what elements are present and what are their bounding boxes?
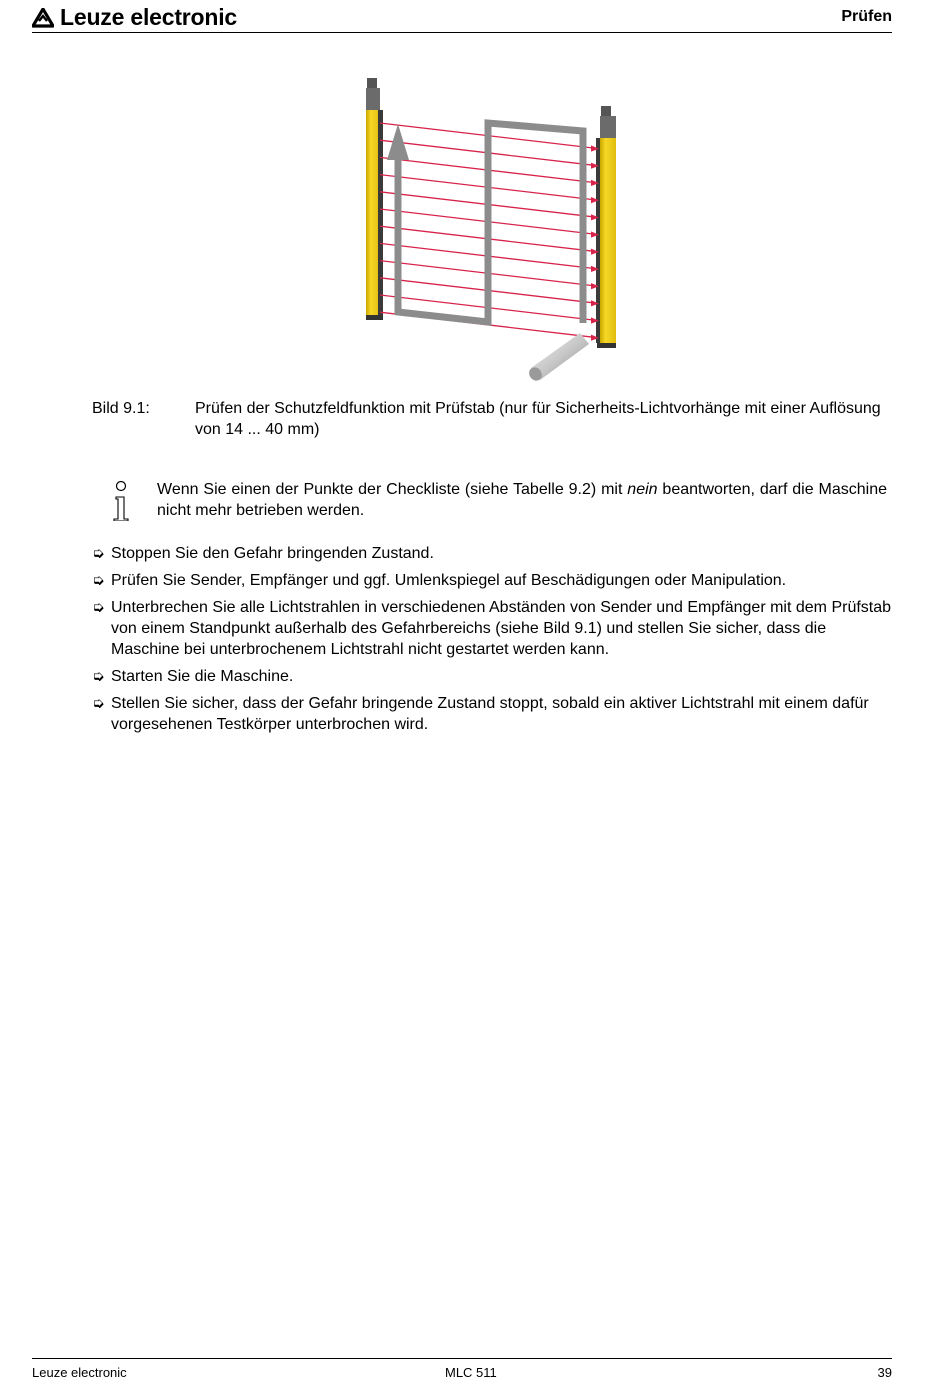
leuze-logo-icon	[32, 8, 54, 28]
info-icon	[110, 481, 132, 521]
list-item	[92, 543, 892, 564]
brand-logo	[32, 4, 237, 31]
step-text: Starten Sie die Maschine.	[111, 668, 294, 685]
test-path-arrow-icon	[387, 123, 583, 323]
list-item	[92, 597, 892, 660]
page-number: 39	[877, 1365, 892, 1380]
list-item	[92, 693, 892, 735]
footer-company: Leuze electronic	[32, 1365, 127, 1380]
notice-text	[157, 479, 887, 521]
step-arrow-icon: ➭	[92, 545, 105, 562]
step-arrow-icon: ➭	[92, 668, 105, 685]
instruction-list	[92, 543, 892, 741]
step-arrow-icon: ➭	[92, 572, 105, 589]
test-rod-icon	[527, 333, 589, 383]
light-curtain-figure	[340, 68, 620, 393]
caption-label: Bild 9.1:	[92, 400, 150, 417]
notice-text-end: beantworten, darf die Maschine nicht mehr betrieben werden.	[157, 481, 888, 519]
step-arrow-icon: ➭	[92, 599, 105, 616]
step-arrow-icon: ➭	[92, 695, 105, 712]
section-title: Prüfen	[841, 8, 892, 25]
brand-name: Leuze electronic	[60, 4, 238, 30]
list-item	[92, 666, 892, 687]
page-header	[32, 4, 892, 33]
step-text: Stoppen Sie den Gefahr bringenden Zustand.	[111, 545, 434, 562]
footer-product: MLC 511	[445, 1365, 497, 1380]
step-text: Stellen Sie sicher, dass der Gefahr bringende Zustand stoppt, sobald ein aktiver Lichtstrahl mit einem dafür vorgesehenen Testkörper unterbrochen wird.	[111, 695, 869, 733]
light-curtain-illustration	[340, 68, 620, 393]
notice-emphasis: nein	[627, 481, 658, 498]
notice-text-start: Wenn Sie einen der Punkte der Checkliste (siehe Tabelle 9.2) mit	[157, 481, 628, 498]
receiver-column-icon	[596, 106, 616, 348]
emitter-column-icon	[366, 78, 383, 320]
step-text: Prüfen Sie Sender, Empfänger und ggf. Umlenkspiegel auf Beschädigungen oder Manipulation.	[111, 572, 787, 589]
list-item	[92, 570, 892, 591]
step-text: Unterbrechen Sie alle Lichtstrahlen in verschiedenen Abständen von Sender und Empfänger mit dem Prüfstab von einem Standpunkt außerhalb des Gefahrbereichs (siehe Bild 9.1) und stellen Sie sicher, dass die Maschine bei unterbrochenem Lichtstrahl nicht gestartet werden kann.	[111, 599, 892, 658]
caption-text: Prüfen der Schutzfeldfunktion mit Prüfstab (nur für Sicherheits-Lichtvorhänge mit einer Auflösung von 14 ... 40 mm)	[195, 400, 881, 438]
page-footer	[32, 1358, 892, 1380]
